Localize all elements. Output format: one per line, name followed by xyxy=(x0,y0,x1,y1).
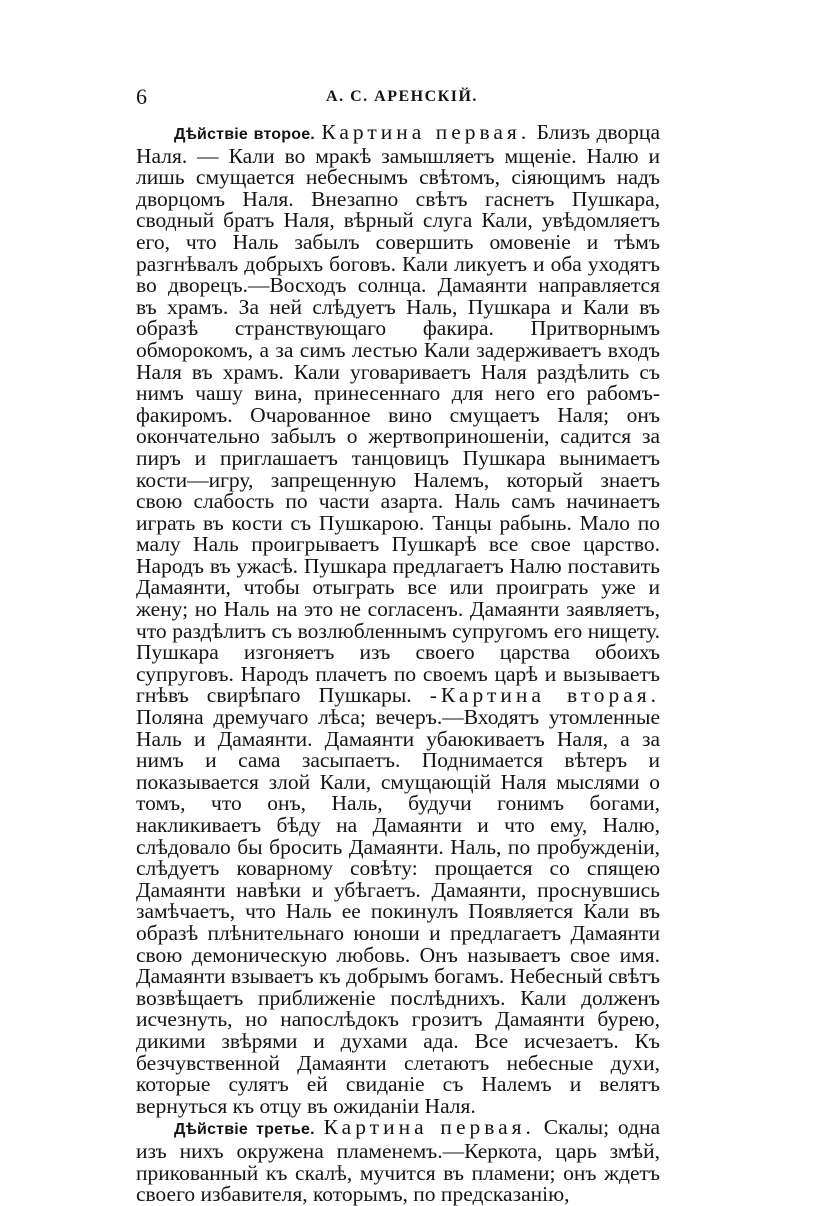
paragraph-text: Близъ дворца Наля. — Кали во мракѣ замышляетъ мщеніе. Налю и лишь смущается небеснымъ свѣтомъ, сіяющимъ надъ дворцомъ Наля. Внезапно свѣтъ гаснетъ Пушкара, сводный братъ Наля, вѣрный слуга Кали, увѣдомляетъ его, что Наль забылъ совершить омовеніе и тѣмъ разгнѣвалъ добрыхъ боговъ. Кали ликуетъ и оба уходятъ во дворецъ.—Восходъ солнца. Дамаянти направляется въ храмъ. За ней слѣдуетъ Наль, Пушкара и Кали въ образѣ странствующаго факира. Притворнымъ обморокомъ, а за симъ лестью Кали задерживаетъ входъ Наля въ храмъ. Кали уговариваетъ Наля раздѣлить съ нимъ чашу вина, принесеннаго для него его рабомъ-факиромъ. Очарованное вино смущаетъ Наля; онъ окончательно забылъ о жертвоприношеніи, садится за пиръ и приглашаетъ танцовицъ Пушкара вынимаетъ кости—игру, запрещенную Налемъ, который знаетъ свою слабость по части азарта. Наль самъ начинаетъ играть въ кости съ Пушкарою. Танцы рабынь. Мало по малу Наль проигрываетъ Пушкарѣ все свое царство. Народъ въ ужасѣ. Пушкара предлагаетъ Налю поставить Дамаянти, чтобы отыграть все или проиграть уже и жену; но Наль на это не согласенъ. Дамаянти заявляетъ, что раздѣлитъ съ возлюбленнымъ супругомъ его нищету. Пушкара изгоняетъ изъ своего царства обоихъ супруговъ. Народъ плачетъ по своемъ царѣ и вызываетъ гнѣвъ свирѣпаго Пушкары. xyxy=(136,120,660,708)
act-heading: Дѣйствіе второе. xyxy=(174,126,315,143)
scene-heading: -Картина вторая. xyxy=(429,683,660,708)
paragraph-act-three-scene-one xyxy=(136,1117,660,1205)
running-title: А. С. АРЕНСКІЙ. xyxy=(326,88,478,105)
paragraph-act-two-scene-one xyxy=(136,122,660,1117)
paragraph-text: Поляна дремучаго лѣса; вечеръ.—Входятъ утомленные Наль и Дамаянти. Дамаянти убаюкиваетъ Наля, а за нимъ и сама засыпаетъ. Поднимается вѣтеръ и показывается злой Кали, смущающій Наля мыслями о томъ, что онъ, Наль, будучи гонимъ богами, накликиваетъ бѣду на Дамаянти и что ему, Налю, слѣдовало бы бросить Дамаянти. Наль, по пробужденіи, слѣдуетъ коварному совѣту: прощается со спящею Дамаянти навѣки и убѣгаетъ. Дамаянти, проснувшись замѣчаетъ, что Наль ее покинулъ Появляется Кали въ образѣ плѣнительнаго юноши и предлагаетъ Дамаянти свою демоническую любовь. Онъ называетъ свое имя. Дамаянти взываетъ къ добрымъ богамъ. Небесный свѣтъ возвѣщаетъ приближеніе послѣднихъ. Кали долженъ исчезнуть, но напослѣдокъ грозитъ Дамаянти бурею, дикими звѣрями и духами ада. Все исчезаетъ. Къ безчувственной Дамаянти слетаютъ небесные духи, которые сулятъ ей свиданіе съ Налемъ и велятъ вернуться къ отцу въ ожиданіи Наля. xyxy=(136,705,660,1118)
body-text xyxy=(136,122,660,1206)
running-head xyxy=(136,82,668,112)
act-heading: Дѣйствіе третье. xyxy=(174,1121,315,1139)
paragraph-text: Скалы; одна изъ нихъ окружена пламенемъ.—Керкота, царь змѣй, прикованный къ скалѣ, мучится въ пламени; онъ ждетъ своего избавителя, которымъ, по предсказанію, xyxy=(136,1115,661,1206)
page-number: 6 xyxy=(136,84,147,109)
scene-heading: Картина первая. xyxy=(323,1115,535,1140)
scene-heading: Картина первая. xyxy=(321,120,531,144)
